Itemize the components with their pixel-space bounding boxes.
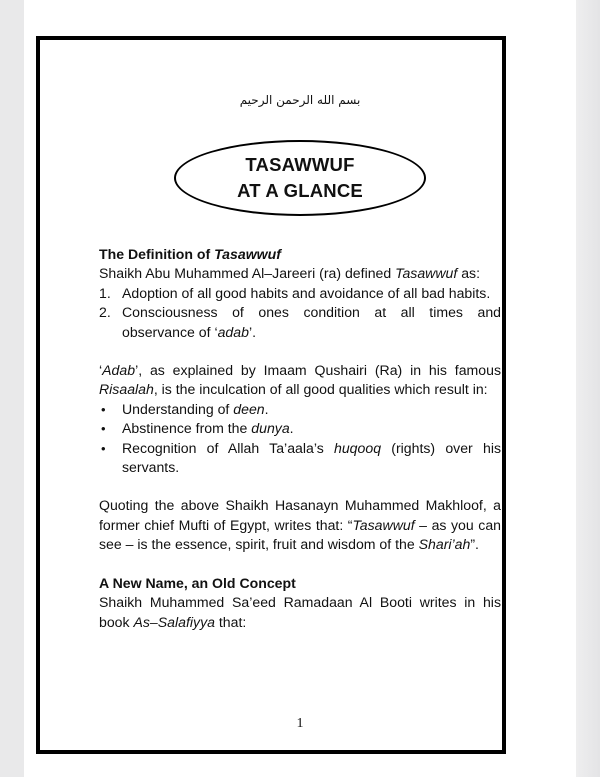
bullet-text: Recognition of Allah Ta’aala’s <box>122 439 334 456</box>
section-heading-new-name: A New Name, an Old Concept <box>99 574 296 591</box>
heading-italic: Tasawwuf <box>214 246 281 262</box>
viewer-margin <box>576 0 600 777</box>
text-run: ’, as explained by Imaam Qushairi (Ra) in his famous <box>135 362 501 379</box>
bullet-marker: • <box>101 401 106 417</box>
italic-run: Risaalah <box>99 381 154 398</box>
section-heading-definition <box>99 245 501 264</box>
text-run: that: <box>214 613 247 630</box>
italic-run: Adab <box>102 362 136 379</box>
intro-text: Shaikh Abu Muhammed Al–Jareeri (ra) defined <box>99 265 396 282</box>
title-line-1: TASAWWUF <box>245 154 355 175</box>
bismillah-header: بسم الله الرحمن الرحيم <box>239 93 361 107</box>
italic-run: Tasawwuf <box>352 516 415 533</box>
list-marker: 2. <box>99 304 111 321</box>
italic-run: Shari’ah <box>418 536 471 553</box>
list-item-text: Consciousness of ones condition at all times and observance of ‘ <box>122 304 501 340</box>
bullet-italic: huqooq <box>334 439 382 456</box>
intro-suffix: as: <box>457 265 481 282</box>
definition-list <box>99 284 501 342</box>
text-run: , is the inculcation of all good qualities which result in: <box>153 381 488 398</box>
list-marker: 1. <box>99 284 111 301</box>
bullet-italic: dunya <box>251 420 290 437</box>
spacer <box>99 555 501 574</box>
list-item-text: Adoption of all good habits and avoidance of all bad habits. <box>122 284 491 301</box>
bullet-marker: • <box>101 421 106 437</box>
list-item <box>99 303 501 342</box>
text-run: ”. <box>470 536 479 553</box>
intro-italic: Tasawwuf <box>395 265 458 282</box>
list-item <box>99 284 501 303</box>
heading-text: The Definition of <box>99 246 215 262</box>
list-item-suffix: ’. <box>248 323 256 340</box>
page-number: 1 <box>296 716 304 731</box>
adab-bullet-list <box>99 400 501 478</box>
bullet-suffix: . <box>264 400 269 417</box>
bullet-italic: deen <box>233 400 265 417</box>
spacer <box>99 477 501 496</box>
title-line-2: AT A GLANCE <box>237 180 363 201</box>
document-body <box>99 245 501 632</box>
bullet-item <box>99 439 501 478</box>
bullet-marker: • <box>101 440 106 456</box>
bullet-item <box>99 419 501 438</box>
booti-paragraph <box>99 593 501 632</box>
title-oval <box>174 140 426 216</box>
bullet-suffix: . <box>289 420 294 437</box>
definition-intro <box>99 264 501 283</box>
bullet-text: Understanding of <box>122 400 234 417</box>
italic-run: As–Salafiyya <box>133 613 215 630</box>
bullet-item <box>99 400 501 419</box>
text-run: ‘ <box>99 362 103 379</box>
text-run: Quoting the above Shaikh Hasanayn Muhammed Makhloof, a former chief Mufti of Egypt, writes that: “ <box>99 497 501 533</box>
quote-paragraph <box>99 496 501 554</box>
list-item-italic: adab <box>217 323 249 340</box>
text-run: Shaikh Muhammed Sa’eed Ramadaan Al Booti writes in his book <box>99 594 501 630</box>
bullet-text: Abstinence from the <box>122 420 252 437</box>
spacer <box>99 342 501 361</box>
text-run: – as you can see – is the essence, spirit, fruit and wisdom of the <box>99 516 501 553</box>
adab-paragraph <box>99 361 501 400</box>
bullet-suffix: (rights) over his servants. <box>122 439 501 476</box>
